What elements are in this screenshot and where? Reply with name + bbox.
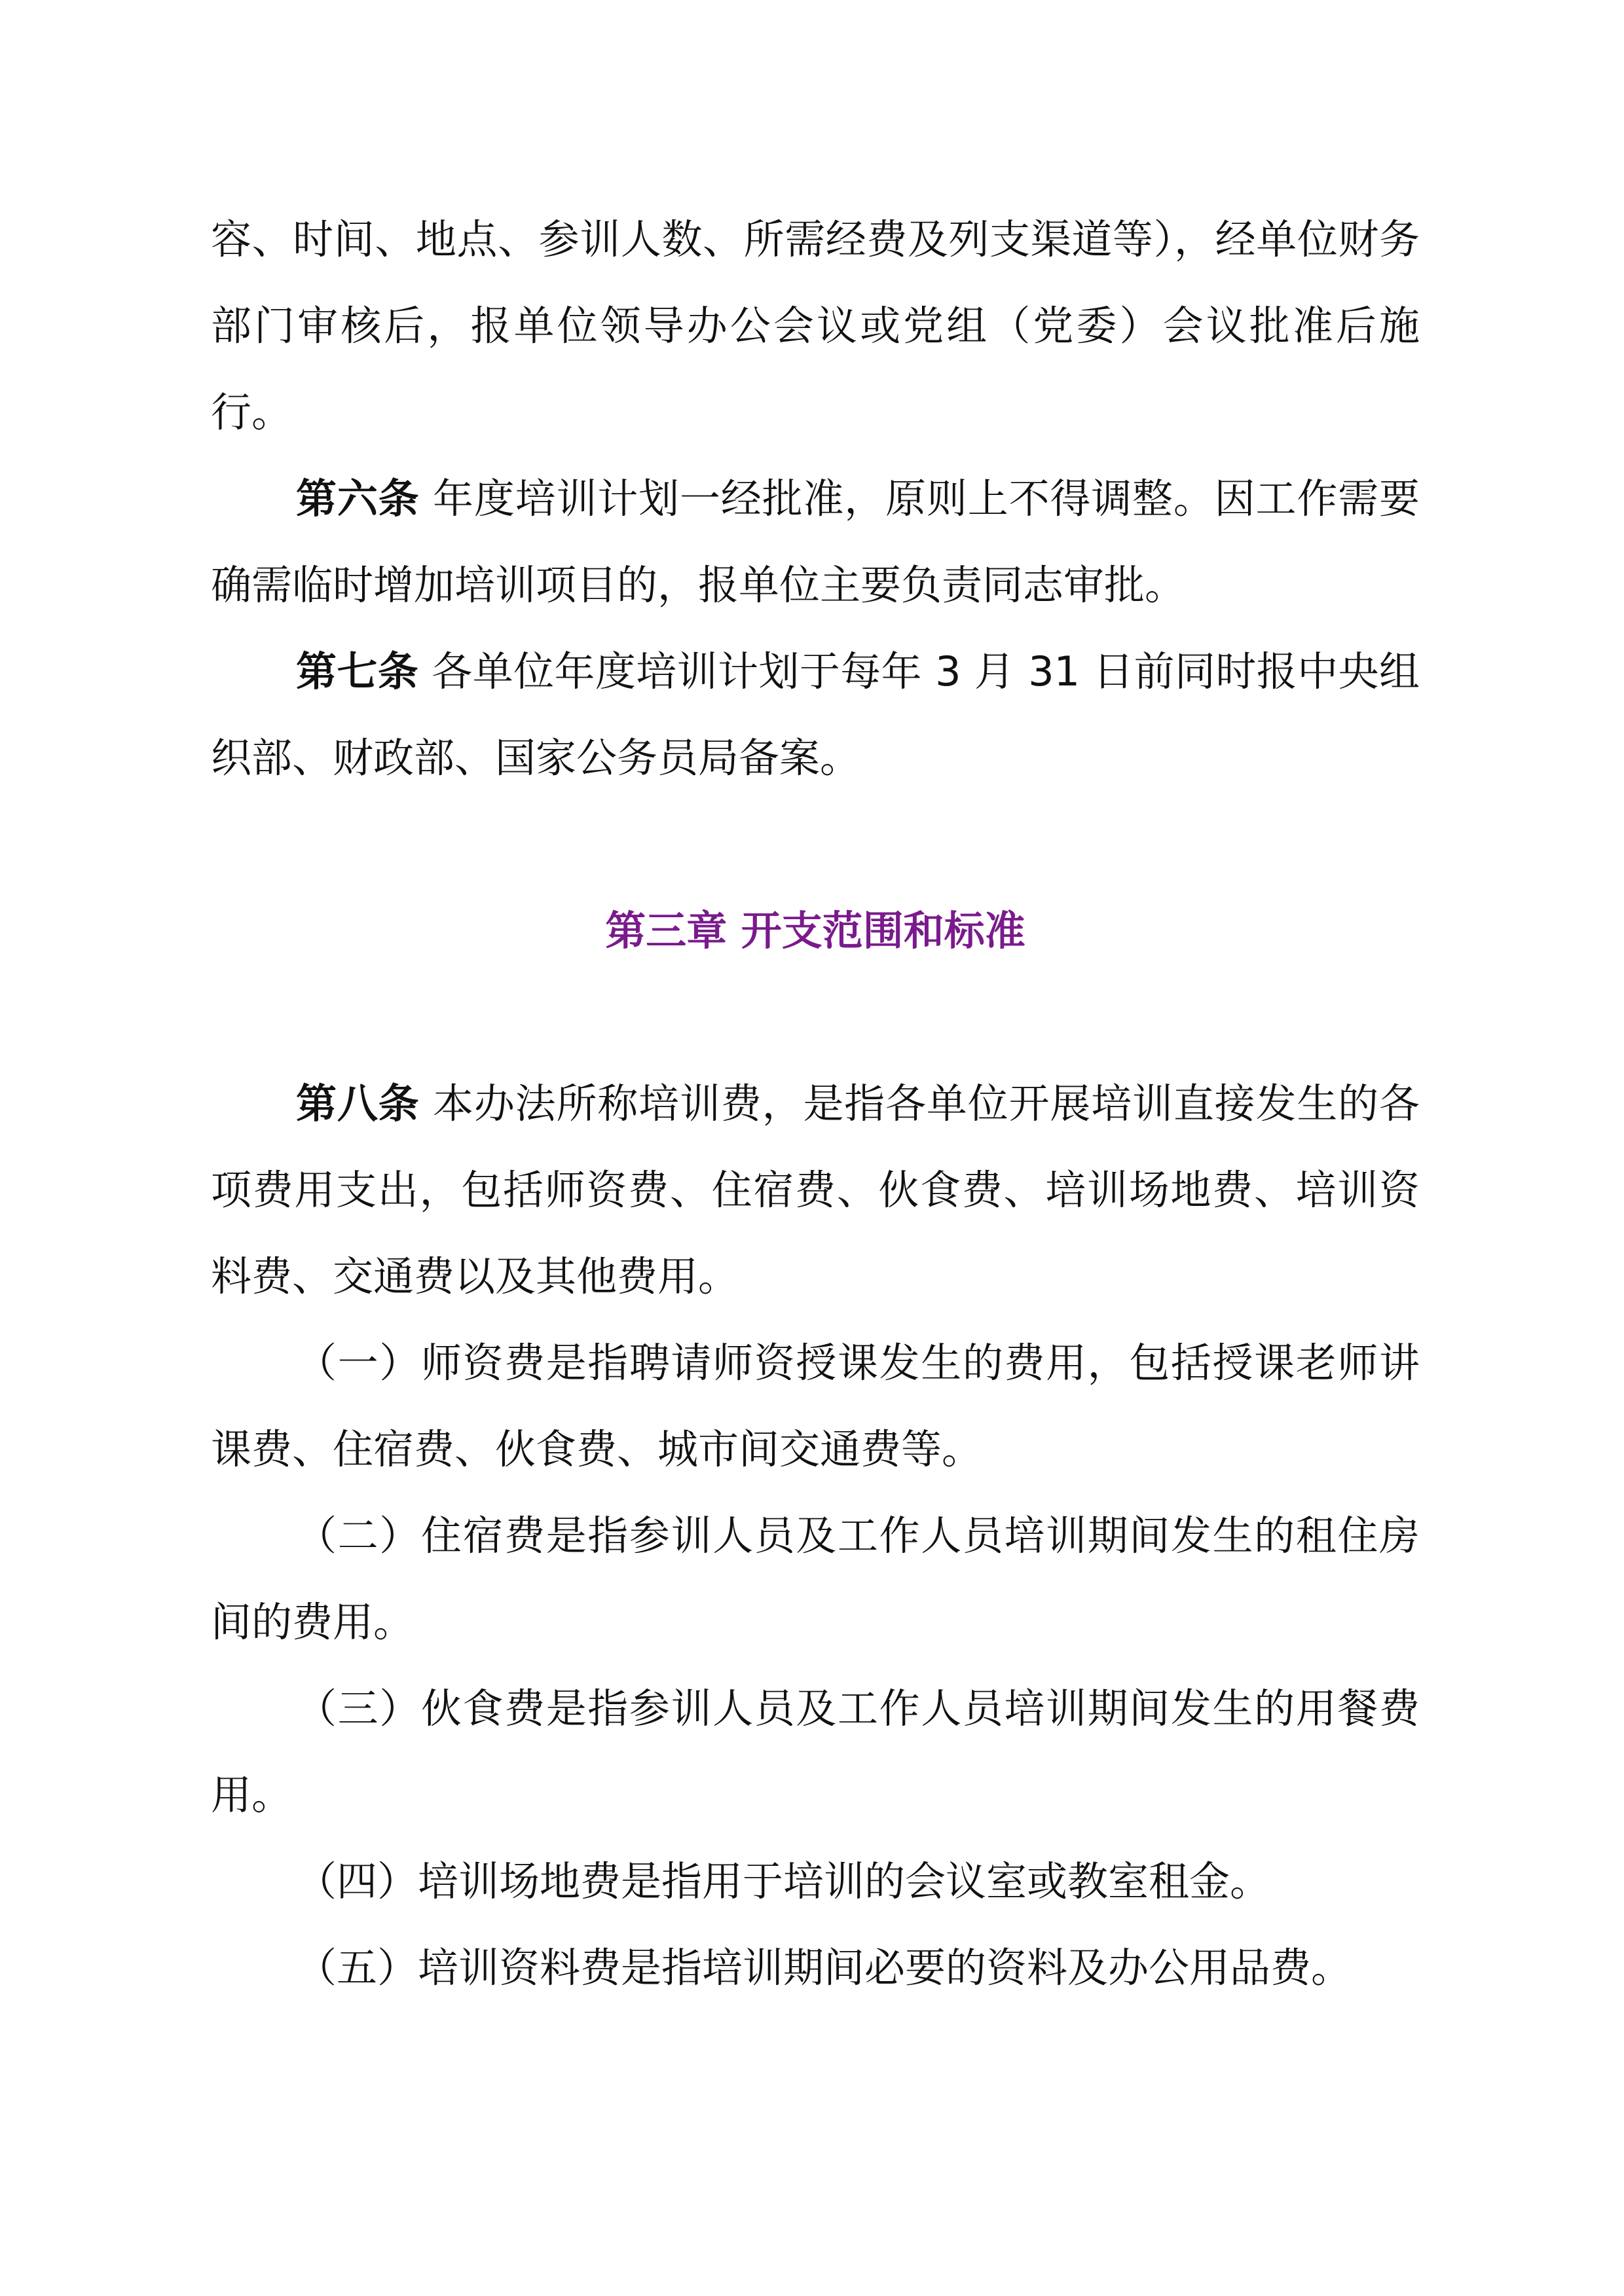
spacer [211, 801, 1420, 888]
article-6-number: 第六条 [296, 475, 420, 522]
item-4: （四）培训场地费是指用于培训的会议室或教室租金。 [296, 1857, 1271, 1905]
chapter-heading: 第三章 开支范围和标准 [605, 907, 1025, 955]
article-7 [211, 629, 1420, 801]
article-8 [211, 1061, 1420, 1320]
article-8-number: 第八条 [296, 1080, 420, 1127]
paragraph-continuation: 容、时间、地点、参训人数、所需经费及列支渠道等），经单位财务部门审核后，报单位领导办公会议或党组（党委）会议批准后施行。 [211, 215, 1420, 436]
article-7-number: 第七条 [296, 647, 419, 695]
item-3: （三）伙食费是指参训人员及工作人员培训期间发生的用餐费用。 [211, 1685, 1420, 1819]
item-2: （二）住宿费是指参训人员及工作人员培训期间发生的租住房间的费用。 [211, 1512, 1420, 1646]
article-8-text: 本办法所称培训费，是指各单位开展培训直接发生的各项费用支出，包括师资费、住宿费、伙食费、培训场地费、培训资料费、交通费以及其他费用。 [211, 1080, 1420, 1300]
spacer [211, 974, 1420, 1061]
article-7-text: 各单位年度培训计划于每年 3 月 31 日前同时报中央组织部、财政部、国家公务员局备案。 [211, 647, 1420, 782]
article-6-text: 年度培训计划一经批准，原则上不得调整。因工作需要确需临时增加培训项目的，报单位主要负责同志审批。 [211, 475, 1420, 609]
document-page [211, 196, 1420, 2011]
item-5: （五）培训资料费是指培训期间必要的资料及办公用品费。 [296, 1944, 1352, 1992]
article-6 [211, 456, 1420, 629]
item-1: （一）师资费是指聘请师资授课发生的费用，包括授课老师讲课费、住宿费、伙食费、城市间交通费等。 [211, 1339, 1420, 1473]
